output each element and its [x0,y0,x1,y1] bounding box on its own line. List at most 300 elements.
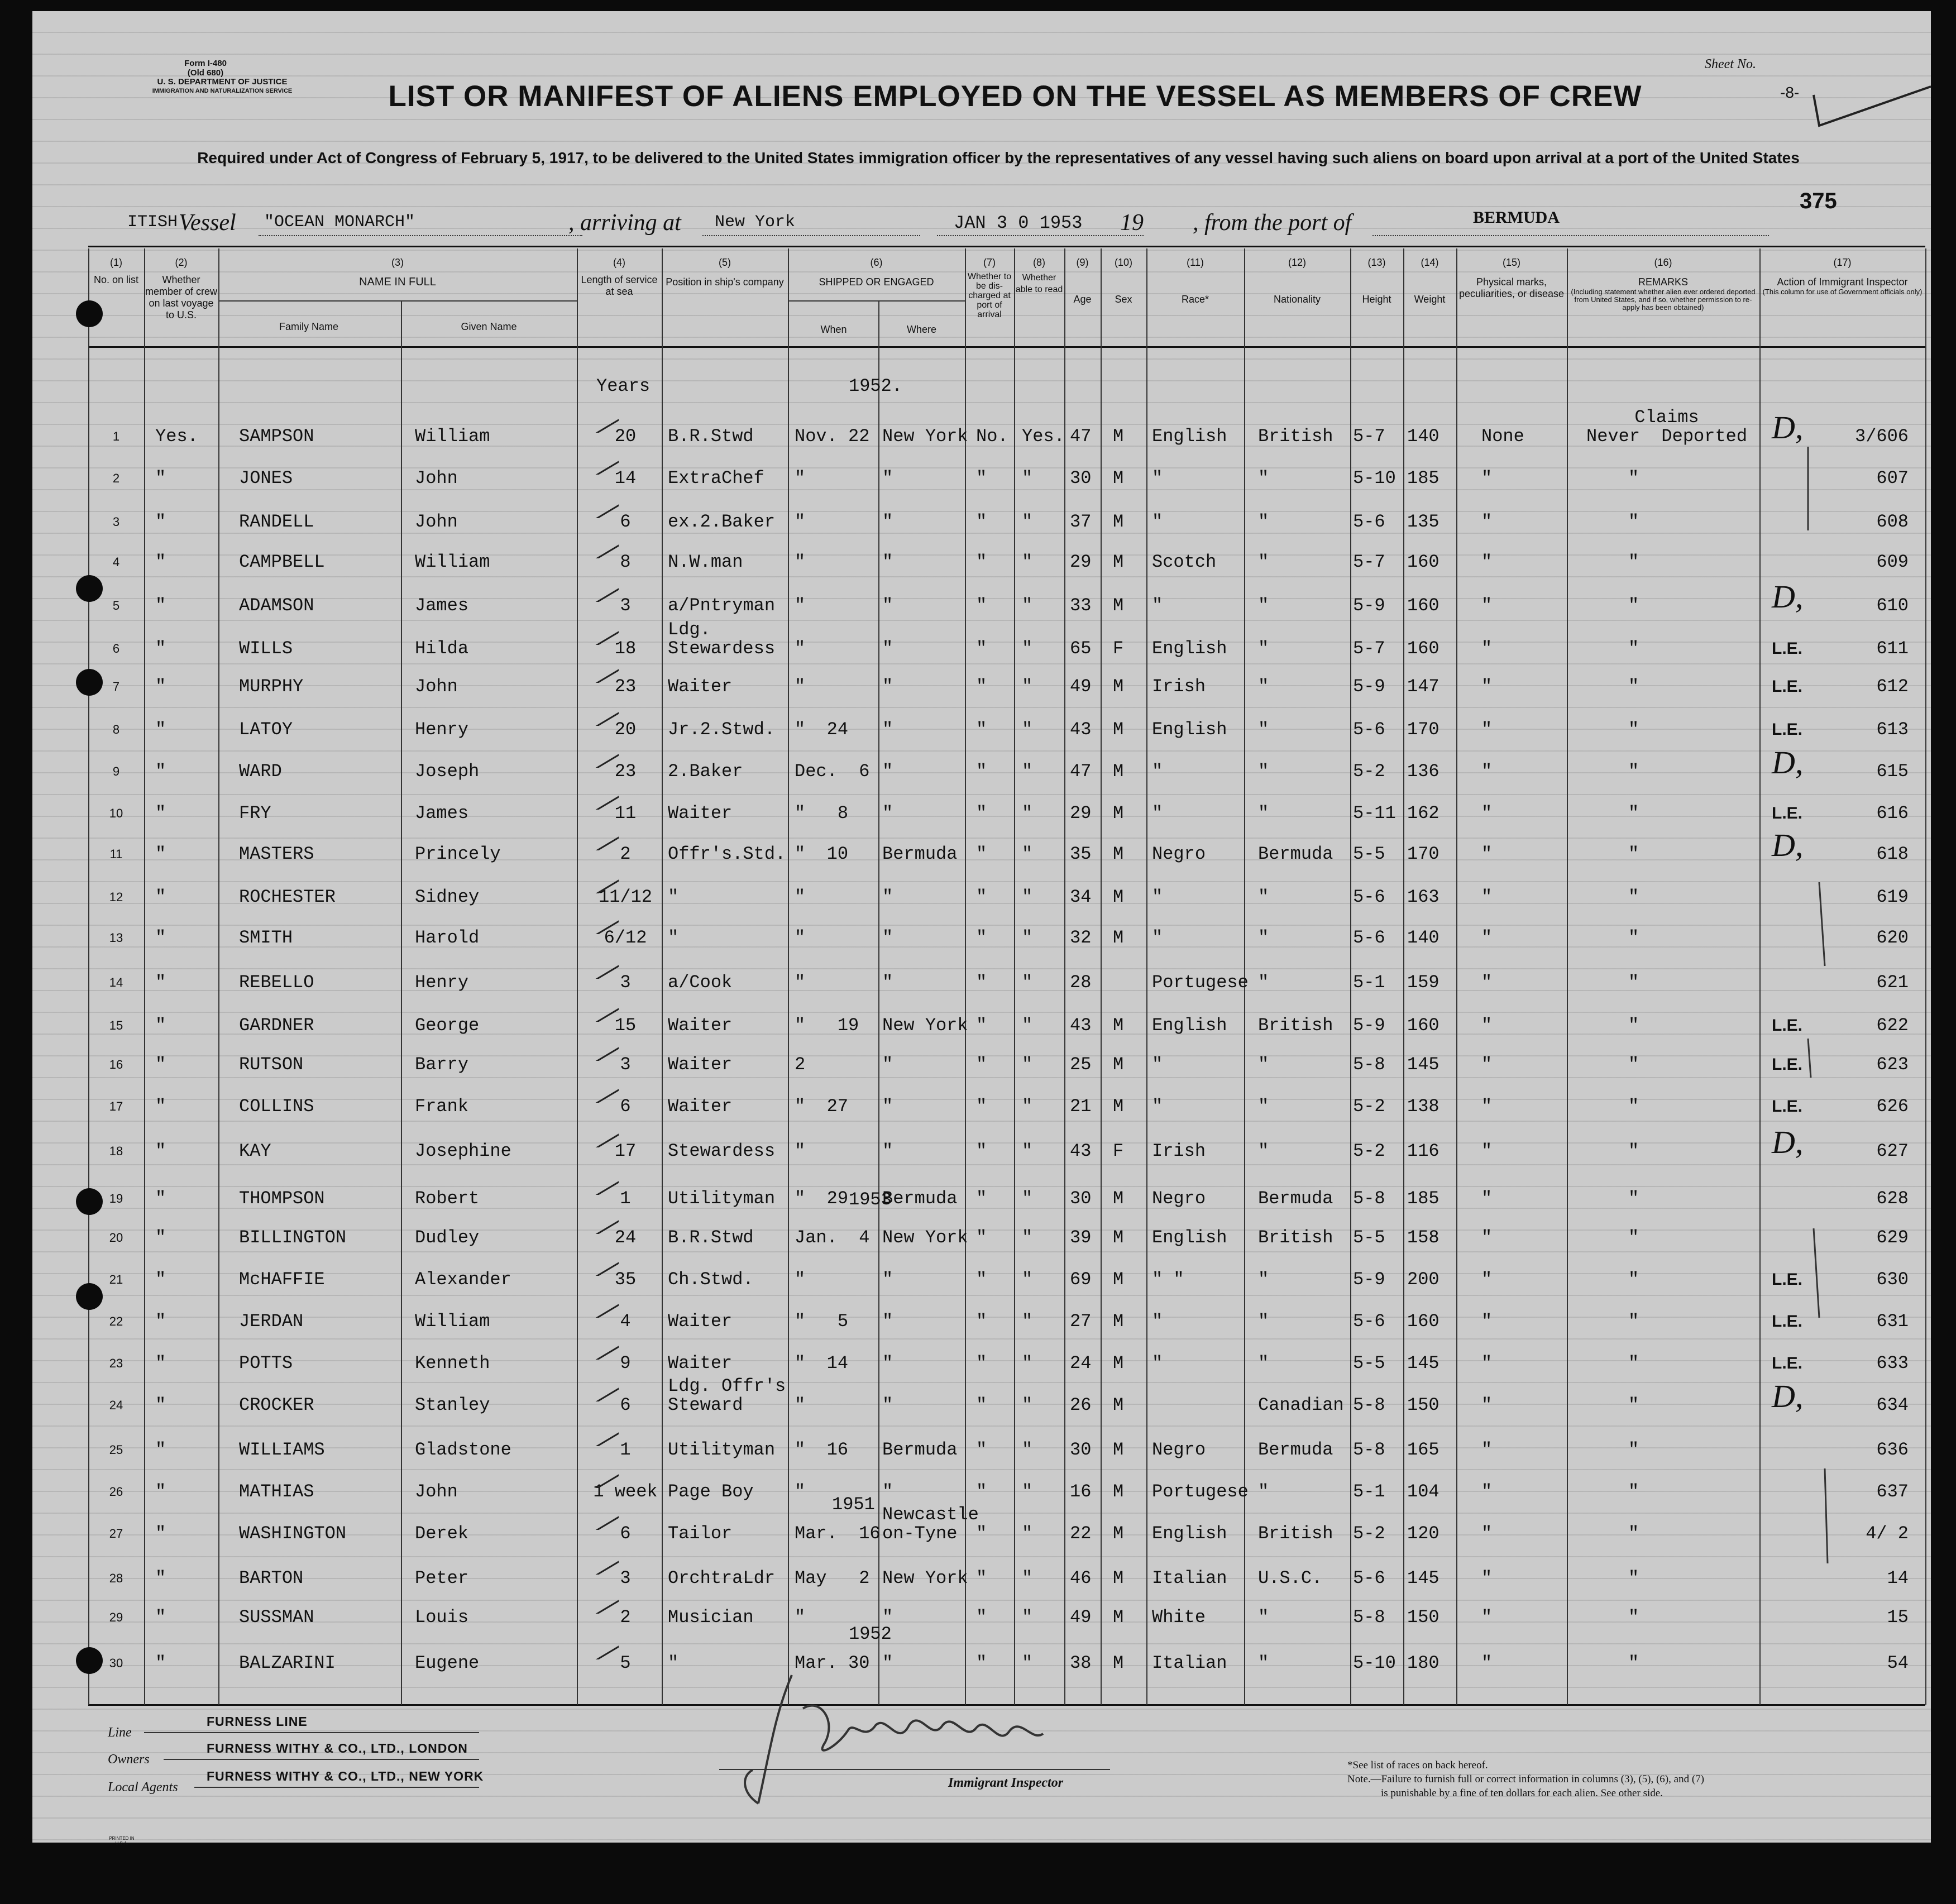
cell-race: Italian [1152,1653,1227,1673]
cell-wt: 140 [1407,426,1439,447]
cell-where: " [882,1311,893,1332]
cell-wt: 120 [1407,1523,1439,1544]
cell-pos: Waiter [668,676,733,697]
row-number: 22 [109,1314,123,1328]
cell-remarks: Claims Never Deported [1586,407,1748,447]
cell-ref: 3/606 [1854,426,1909,447]
sheet-number-label: Sheet No. [1705,57,1756,71]
from-label: , from the port of [1193,210,1352,236]
cell-family: THOMPSON [239,1188,325,1209]
cell-given: John [415,468,458,489]
cell-wt: 170 [1407,719,1439,740]
cell-nat: " [1258,1481,1269,1502]
col-header-15: (15) Physical marks, peculiarities, or disease [1458,257,1565,299]
cell-age: 16 [1070,1481,1092,1502]
cell-sex: M [1113,887,1124,907]
cell-svc: 2 [620,1607,631,1628]
row-number: 2 [112,471,120,485]
cell-nat: " [1258,1096,1269,1117]
cell-read: " [1022,1188,1033,1209]
cell-wt: 162 [1407,803,1439,824]
cell-pos: Waiter [668,1096,733,1117]
verification-check-mark [557,536,619,558]
vessel-flag: ITISH [127,213,178,232]
cell-marks: " [1481,1439,1493,1460]
cell-remarks: " [1628,927,1639,948]
cell-where: " [882,552,893,572]
cell-svc: 1 week [593,1481,658,1502]
cell-age: 43 [1070,719,1092,740]
cell-svc: 11 [614,803,637,824]
cell-ht: 5-6 [1353,719,1385,740]
cell-prev: " [155,719,166,740]
cell-svc: 35 [614,1269,637,1290]
row-number: 6 [112,642,120,656]
cell-prev: " [155,1653,166,1673]
cell-nat: " [1258,676,1269,697]
cell-nat: " [1258,1311,1269,1332]
cell-family: SMITH [239,927,293,948]
row-number: 13 [109,931,123,945]
col-header-10: (10) Sex [1114,257,1132,305]
cell-ref: 618 [1876,844,1909,864]
cell-race: English [1152,638,1227,659]
row-number: 25 [109,1443,123,1457]
cell-svc: 4 [620,1311,631,1332]
cell-sex: M [1113,927,1124,948]
cell-marks: " [1481,719,1493,740]
cell-svc: 2 [620,844,631,864]
verification-check-mark [557,1125,619,1147]
arriving-label: , arriving at [568,210,681,236]
cell-nat: U.S.C. [1258,1568,1323,1589]
cell-dis: No. [976,426,1008,447]
cell-svc: 11/12 [598,887,652,907]
cell-svc: 3 [620,1054,631,1075]
cell-nat: " [1258,1607,1269,1628]
cell-svc: 9 [620,1353,631,1374]
cell-wt: 180 [1407,1653,1439,1673]
cell-read: " [1022,719,1033,740]
cell-prev: " [155,1096,166,1117]
cell-svc: 8 [620,552,631,572]
row-number: 18 [109,1144,123,1158]
cell-remarks: " [1628,1096,1639,1117]
cell-read: " [1022,1395,1033,1415]
cell-family: BILLINGTON [239,1227,347,1248]
cell-marks: " [1481,844,1493,864]
year-1952-label: 1952. [849,376,903,396]
cell-wt: 160 [1407,1015,1439,1036]
cell-where: " [882,595,893,616]
row-number: 20 [109,1231,123,1245]
cell-where: " [882,761,893,782]
cell-when: " 19 [795,1015,859,1036]
cell-pos: B.R.Stwd [668,1227,754,1248]
cell-age: 28 [1070,972,1092,993]
cell-wt: 160 [1407,595,1439,616]
inspector-signature [719,1664,1077,1815]
cell-sex: M [1113,1311,1124,1332]
cell-race: " [1152,595,1163,616]
cell-when: Mar. 16 [795,1523,881,1544]
cell-nat: " [1258,887,1269,907]
row-number: 21 [109,1272,123,1286]
cell-prev: " [155,972,166,993]
cell-nat: " [1258,1269,1269,1290]
cell-ht: 5-7 [1353,426,1385,447]
cell-read: Yes. [1022,426,1065,447]
verification-check-mark [557,1295,619,1318]
verification-check-mark [557,1173,619,1195]
cell-dis: " [976,511,987,532]
cell-dis: " [976,761,987,782]
cell-where: " [882,1353,893,1374]
cell-prev: Yes. [155,426,198,447]
cell-sex: M [1113,1188,1124,1209]
cell-ht: 5-8 [1353,1439,1385,1460]
cell-act: D, [1772,578,1804,615]
cell-race: Portugese [1152,972,1249,993]
row-number: 7 [112,680,120,693]
cell-sex: M [1113,1096,1124,1117]
cell-race: " [1152,927,1163,948]
cell-marks: " [1481,1141,1493,1161]
cell-act: L.E. [1772,1016,1803,1035]
cell-marks: " [1481,1607,1493,1628]
arrival-date-stamp: JAN 3 0 1953 [954,213,1083,233]
col-subheader-where: Where [906,324,936,335]
cell-race: Irish [1152,676,1206,697]
cell-ht: 5-2 [1353,1523,1385,1544]
cell-race: " [1152,761,1163,782]
cell-age: 30 [1070,1439,1092,1460]
cell-read: " [1022,1096,1033,1117]
cell-given: Hilda [415,638,469,659]
cell-nat: " [1258,803,1269,824]
cell-where: " [882,972,893,993]
cell-when: " 14 [795,1353,849,1374]
cell-family: JERDAN [239,1311,304,1332]
cell-family: REBELLO [239,972,314,993]
sheet-number-value: -8- [1780,84,1800,101]
cell-where: New York [882,426,968,447]
cell-where: Newcastle on-Tyne [882,1504,979,1544]
cell-dis: " [976,1353,987,1374]
cell-pos: Tailor [668,1523,733,1544]
cell-read: " [1022,1227,1033,1248]
cell-remarks: " [1628,1141,1639,1161]
cell-pos: Ldg. Offr's Steward [668,1376,786,1415]
cell-nat: Canadian [1258,1395,1344,1415]
cell-ref: 620 [1876,927,1909,948]
row-number: 29 [109,1610,123,1624]
cell-marks: " [1481,1054,1493,1075]
cell-when: " [795,1269,806,1290]
col-header-9: (9) Age [1073,257,1092,305]
cell-remarks: " [1628,511,1639,532]
cell-prev: " [155,468,166,489]
cell-svc: 17 [614,1141,637,1161]
cell-wt: 158 [1407,1227,1439,1248]
cell-where: " [882,511,893,532]
col-header-13: (13) Height [1362,257,1391,305]
cell-nat: " [1258,1141,1269,1161]
verification-check-mark [557,580,619,602]
cell-age: 47 [1070,761,1092,782]
cell-when: " 24 [795,719,849,740]
cell-where: " [882,1141,893,1161]
col-header-16: (16) REMARKS (Including statement whether alien ever ordered deported from United States, and if so, whether permission to re-apply has been obtained) [1571,257,1756,312]
cell-prev: " [155,1395,166,1415]
row-number: 27 [109,1527,123,1541]
cell-read: " [1022,676,1033,697]
cell-svc: 6 [620,511,631,532]
cell-ref: 54 [1887,1653,1909,1673]
col-header-1: (1) No. on list [93,257,139,285]
cell-when: " [795,1141,806,1161]
cell-dis: " [976,1439,987,1460]
cell-where: " [882,927,893,948]
cell-when: " [795,972,806,993]
cell-remarks: " [1628,638,1639,659]
row-number: 11 [109,847,123,861]
printed-in-usa: PRINTED IN U.S.A. [109,1836,135,1846]
cell-pos: Offr's.Std. [668,844,786,864]
cell-svc: 14 [614,468,637,489]
cell-dis: " [976,595,987,616]
cell-svc: 20 [614,426,637,447]
cell-sex: M [1113,1054,1124,1075]
cell-dis: " [976,676,987,697]
cell-marks: " [1481,972,1493,993]
cell-age: 35 [1070,844,1092,864]
cell-when: " 10 [795,844,849,864]
cell-remarks: " [1628,1015,1639,1036]
cell-marks: " [1481,1096,1493,1117]
cell-wt: 145 [1407,1353,1439,1374]
cell-read: " [1022,1141,1033,1161]
row-number: 10 [109,806,123,820]
cell-ref: 609 [1876,552,1909,572]
cell-remarks: " [1628,1188,1639,1209]
cell-age: 37 [1070,511,1092,532]
col-header-11: (11) Race* [1181,257,1209,305]
cell-given: Harold [415,927,480,948]
cell-remarks: " [1628,595,1639,616]
cell-sex: M [1113,1568,1124,1589]
cell-sex: F [1113,1141,1124,1161]
cell-marks: " [1481,803,1493,824]
cell-wt: 145 [1407,1568,1439,1589]
verification-check-mark [557,745,619,768]
cell-race: English [1152,1523,1227,1544]
cell-remarks: " [1628,1353,1639,1374]
cell-when: " [795,511,806,532]
cell-given: John [415,676,458,697]
cell-marks: " [1481,552,1493,572]
cell-pos: N.W.man [668,552,743,572]
cell-ref: 15 [1887,1607,1909,1628]
cell-where: New York [882,1568,968,1589]
departure-port: BERMUDA [1473,208,1560,227]
cell-remarks: " [1628,1395,1639,1415]
sheet-check-mark [1808,73,1936,128]
form-number: Form I-480 [184,59,227,68]
cell-given: Eugene [415,1653,480,1673]
cell-ref: 636 [1876,1439,1909,1460]
cell-race: Portugese [1152,1481,1249,1502]
cell-ht: 5-1 [1353,972,1385,993]
cell-ref: 627 [1876,1141,1909,1161]
cell-pos: " [668,927,679,948]
cell-ht: 5-2 [1353,761,1385,782]
cell-nat: British [1258,1015,1333,1036]
cell-dis: " [976,1096,987,1117]
cell-prev: " [155,552,166,572]
cell-pos: Waiter [668,1054,733,1075]
vessel-name: "OCEAN MONARCH" [264,213,415,232]
row-number: 14 [109,975,123,989]
year-1952b-label: 1952 [849,1624,892,1644]
cell-ref: 634 [1876,1395,1909,1415]
cell-nat: " [1258,719,1269,740]
cell-dis: " [976,1523,987,1544]
cell-ht: 5-9 [1353,595,1385,616]
cell-given: Kenneth [415,1353,490,1374]
penalty-note-cont: is punishable by a fine of ten dollars for each alien. See other side. [1381,1787,1663,1799]
cell-pos: a/Pntryman [668,595,776,616]
cell-ht: 5-10 [1353,468,1396,489]
cell-read: " [1022,803,1033,824]
verification-check-mark [557,1552,619,1575]
cell-read: " [1022,1015,1033,1036]
cell-pos: Ch.Stwd. [668,1269,754,1290]
row-number: 3 [112,515,120,529]
cell-ht: 5-2 [1353,1141,1385,1161]
form-old-number: (Old 680) [187,68,224,78]
cell-marks: " [1481,887,1493,907]
cell-ref: 628 [1876,1188,1909,1209]
col-header-14: (14) Weight [1414,257,1446,305]
cell-read: " [1022,1523,1033,1544]
cell-svc: 6 [620,1523,631,1544]
cell-race: " [1152,1311,1163,1332]
cell-family: FRY [239,803,271,824]
cell-dis: " [976,844,987,864]
cell-wt: 145 [1407,1054,1439,1075]
cell-act: L.E. [1772,639,1803,658]
cell-ht: 5-6 [1353,887,1385,907]
agents-label: Local Agents [108,1780,178,1795]
cell-where: New York [882,1015,968,1036]
verification-check-mark [557,956,619,979]
cell-prev: " [155,761,166,782]
cell-family: RANDELL [239,511,314,532]
cell-pos: Utilityman [668,1439,776,1460]
cell-act: L.E. [1772,1055,1803,1074]
cell-wt: 150 [1407,1607,1439,1628]
cell-dis: " [976,552,987,572]
cell-age: 47 [1070,426,1092,447]
cell-prev: " [155,1015,166,1036]
cell-marks: " [1481,511,1493,532]
cell-marks: " [1481,1395,1493,1415]
cell-ht: 5-6 [1353,511,1385,532]
verification-check-mark [557,496,619,518]
cell-where: " [882,1269,893,1290]
verification-check-mark [557,623,619,645]
cell-sex: M [1113,1653,1124,1673]
row-number: 1 [112,429,120,443]
cell-sex: M [1113,676,1124,697]
cell-dis: " [976,719,987,740]
cell-family: POTTS [239,1353,293,1374]
cell-race: Negro [1152,1439,1206,1460]
row-number: 26 [109,1485,123,1499]
verification-check-mark [557,1637,619,1659]
cell-pos: Waiter [668,1015,733,1036]
cell-when: " [795,887,806,907]
cell-act: D, [1772,744,1804,781]
cell-when: May 2 [795,1568,870,1589]
cell-family: McHAFFIE [239,1269,325,1290]
cell-nat: " [1258,595,1269,616]
cell-pos: " [668,1653,679,1673]
cell-given: Louis [415,1607,469,1628]
cell-ref: 608 [1876,511,1909,532]
cell-race: English [1152,1227,1227,1248]
cell-when: " [795,638,806,659]
cell-ref: 631 [1876,1311,1909,1332]
cell-act: L.E. [1772,1097,1803,1116]
cell-pos: ExtraChef [668,468,764,489]
row-number: 17 [109,1099,123,1113]
cell-prev: " [155,511,166,532]
cell-prev: " [155,1353,166,1374]
cell-when: 2 [795,1054,806,1075]
cell-dis: " [976,468,987,489]
cell-read: " [1022,1311,1033,1332]
cell-act: L.E. [1772,677,1803,696]
cell-read: " [1022,1439,1033,1460]
cell-remarks: " [1628,676,1639,697]
cell-race: " [1152,468,1163,489]
col-subheader-family: Family Name [279,321,338,332]
verification-check-mark [557,1379,619,1401]
row-number: 16 [109,1058,123,1071]
col-header-6: (6) SHIPPED OR ENGAGED [819,257,934,288]
cell-family: MURPHY [239,676,304,697]
cell-when: " 16 [795,1439,849,1460]
verification-check-mark [557,1591,619,1614]
cell-where: " [882,1607,893,1628]
cell-svc: 15 [614,1015,637,1036]
cell-wt: 104 [1407,1481,1439,1502]
cell-read: " [1022,1607,1033,1628]
cell-svc: 18 [614,638,637,659]
cell-wt: 159 [1407,972,1439,993]
cell-nat: " [1258,927,1269,948]
cell-sex: M [1113,719,1124,740]
cell-dis: " [976,638,987,659]
cell-age: 49 [1070,1607,1092,1628]
cell-pos: Jr.2.Stwd. [668,719,776,740]
cell-sex: M [1113,1607,1124,1628]
cell-sex: M [1113,803,1124,824]
cell-where: " [882,803,893,824]
cell-pos: OrchtraLdr [668,1568,776,1589]
